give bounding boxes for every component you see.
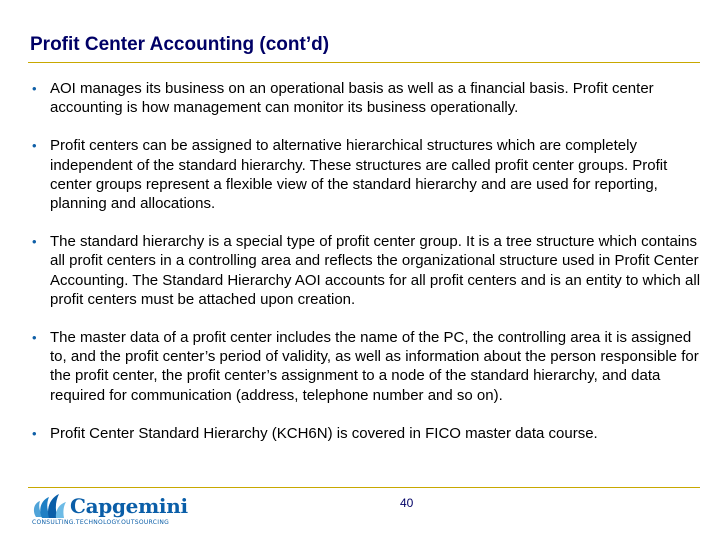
bullet-item [32,328,704,405]
bullet-icon: • [32,330,37,346]
bullet-item [32,136,704,213]
bullet-icon: • [32,425,37,441]
bullet-item [32,424,704,443]
capgemini-logo [30,491,200,533]
capgemini-spades-icon [30,491,70,521]
bullet-list [32,79,704,462]
bullet-text: Profit Center Standard Hierarchy (KCH6N) is covered in FICO master data course. [50,424,598,442]
bullet-item [32,79,704,117]
title-divider [28,62,700,63]
bullet-text: AOI manages its business on an operational basis as well as a financial basis. Profit center accounting is how management can monitor its business operationally. [50,80,654,117]
bullet-text: The standard hierarchy is a special type of profit center group. It is a tree structure which contains all profit centers in a controlling area and reflects the organizational structure used in Profit Center Accounting. The Standard Hierarchy AOI accounts for all profit centers and is an entity to which all profit centers must be attached upon creation. [50,233,701,308]
slide-title: Profit Center Accounting (cont’d) [30,34,330,55]
logo-tagline: CONSULTING.TECHNOLOGY.OUTSOURCING [32,519,170,526]
bullet-icon: • [32,234,37,250]
bullet-item [32,232,704,309]
bullet-icon: • [32,81,37,96]
footer-divider [28,487,700,488]
page-number: 40 [400,496,414,510]
bullet-text: Profit centers can be assigned to alternative hierarchical structures which are completely independent of the standard hierarchy. These structures are called profit center groups. Profit center groups represent a flexible view of the standard hierarchy and are used for reporting, planning and allocations. [50,137,668,213]
bullet-icon: • [32,138,37,154]
logo-wordmark: Capgemini [70,494,188,518]
bullet-text: The master data of a profit center includes the name of the PC, the controlling area it is assigned to, and the profit center’s period of validity, as well as information about the person responsible for the profit center, the profit center’s assignment to a node of the standard hierarchy, and data required for communication (address, telephone number and so on). [50,329,699,404]
